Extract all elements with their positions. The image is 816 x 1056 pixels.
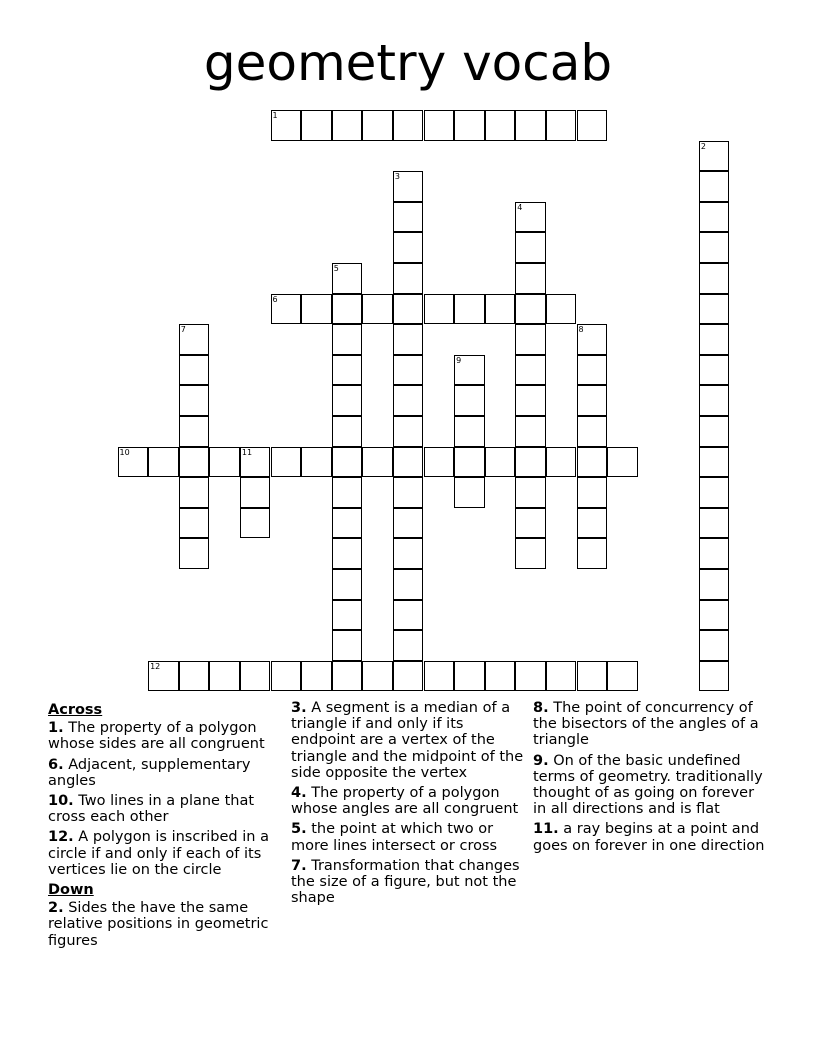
grid-cell[interactable] xyxy=(577,508,608,539)
grid-cell[interactable] xyxy=(118,447,149,478)
grid-cell[interactable] xyxy=(362,294,393,325)
grid-cell[interactable] xyxy=(515,355,546,386)
grid-cell[interactable] xyxy=(454,110,485,141)
grid-cell[interactable] xyxy=(454,477,485,508)
grid-cell[interactable] xyxy=(607,447,638,478)
grid-cell[interactable] xyxy=(454,355,485,386)
grid-cell[interactable] xyxy=(699,661,730,692)
grid-cell[interactable] xyxy=(179,447,210,478)
grid-cell[interactable] xyxy=(577,355,608,386)
grid-cell[interactable] xyxy=(515,110,546,141)
grid-cell[interactable] xyxy=(515,385,546,416)
grid-cell[interactable] xyxy=(699,447,730,478)
grid-cell[interactable] xyxy=(240,508,271,539)
grid-cell[interactable] xyxy=(271,110,302,141)
clue-down-5: 5. the point at which two or more lines intersect or cross xyxy=(291,821,498,854)
grid-cell[interactable] xyxy=(179,416,210,447)
grid-cell[interactable] xyxy=(179,477,210,508)
grid-cell[interactable] xyxy=(362,661,393,692)
grid-cell[interactable] xyxy=(485,447,516,478)
grid-cell[interactable] xyxy=(393,661,424,692)
grid-cell[interactable] xyxy=(424,661,455,692)
grid-cell[interactable] xyxy=(362,110,393,141)
grid-cell[interactable] xyxy=(515,202,546,233)
grid-cell[interactable] xyxy=(699,569,730,600)
grid-cell[interactable] xyxy=(454,385,485,416)
clue-column-2 xyxy=(291,700,529,910)
grid-cell[interactable] xyxy=(485,110,516,141)
grid-cell[interactable] xyxy=(393,324,424,355)
grid-cell[interactable] xyxy=(699,477,730,508)
grid-cell[interactable] xyxy=(515,324,546,355)
grid-cell[interactable] xyxy=(515,538,546,569)
grid-cell[interactable] xyxy=(332,263,363,294)
down-heading: Down xyxy=(48,882,94,899)
grid-cell[interactable] xyxy=(393,355,424,386)
grid-cell[interactable] xyxy=(454,416,485,447)
clue-across-6: 6. Adjacent, supplementary angles xyxy=(48,756,251,789)
grid-cell[interactable] xyxy=(179,538,210,569)
grid-cell[interactable] xyxy=(485,294,516,325)
grid-cell[interactable] xyxy=(699,171,730,202)
grid-cell[interactable] xyxy=(332,110,363,141)
grid-cell[interactable] xyxy=(577,110,608,141)
grid-cell[interactable] xyxy=(515,232,546,263)
grid-cell[interactable] xyxy=(699,385,730,416)
grid-cell[interactable] xyxy=(332,294,363,325)
grid-cell[interactable] xyxy=(577,324,608,355)
grid-cell[interactable] xyxy=(607,661,638,692)
grid-cell[interactable] xyxy=(699,324,730,355)
grid-cell[interactable] xyxy=(393,202,424,233)
grid-cell[interactable] xyxy=(393,447,424,478)
clue-column-3 xyxy=(533,700,765,858)
grid-cell[interactable] xyxy=(271,661,302,692)
grid-cell[interactable] xyxy=(699,141,730,172)
grid-cell[interactable] xyxy=(301,447,332,478)
grid-cell[interactable] xyxy=(393,416,424,447)
grid-cell[interactable] xyxy=(179,385,210,416)
grid-cell[interactable] xyxy=(393,600,424,631)
grid-cell[interactable] xyxy=(393,171,424,202)
grid-cell[interactable] xyxy=(515,263,546,294)
grid-cell[interactable] xyxy=(699,538,730,569)
grid-cell[interactable] xyxy=(209,661,240,692)
grid-cell[interactable] xyxy=(301,294,332,325)
grid-cell[interactable] xyxy=(515,416,546,447)
grid-cell[interactable] xyxy=(454,447,485,478)
grid-cell[interactable] xyxy=(393,110,424,141)
grid-cell[interactable] xyxy=(393,569,424,600)
grid-cell[interactable] xyxy=(332,630,363,661)
clue-number: 8 xyxy=(578,325,584,335)
grid-cell[interactable] xyxy=(577,538,608,569)
clue-number: 12 xyxy=(150,661,161,671)
clue-across-1: 1. The property of a polygon whose sides are all congruent xyxy=(48,720,265,753)
clue-down-11: 11. a ray begins at a point and goes on forever in one direction xyxy=(533,821,765,854)
grid-cell[interactable] xyxy=(546,661,577,692)
grid-cell[interactable] xyxy=(699,263,730,294)
grid-cell[interactable] xyxy=(240,661,271,692)
grid-cell[interactable] xyxy=(699,600,730,631)
grid-cell[interactable] xyxy=(699,232,730,263)
grid-cell[interactable] xyxy=(148,447,179,478)
clue-number: 2 xyxy=(700,141,706,151)
grid-cell[interactable] xyxy=(393,385,424,416)
grid-cell[interactable] xyxy=(424,447,455,478)
grid-cell[interactable] xyxy=(515,447,546,478)
grid-cell[interactable] xyxy=(393,508,424,539)
grid-cell[interactable] xyxy=(577,385,608,416)
clue-number: 9 xyxy=(456,355,462,365)
grid-cell[interactable] xyxy=(577,477,608,508)
grid-cell[interactable] xyxy=(515,477,546,508)
grid-cell[interactable] xyxy=(332,661,363,692)
clue-across-10: 10. Two lines in a plane that cross each other xyxy=(48,793,255,826)
clue-column-1 xyxy=(48,700,280,953)
clue-number: 5 xyxy=(333,264,339,273)
grid-cell[interactable] xyxy=(332,447,363,478)
grid-cell[interactable] xyxy=(148,661,179,692)
grid-cell[interactable] xyxy=(179,661,210,692)
grid-cell[interactable] xyxy=(546,447,577,478)
across-heading: Across xyxy=(48,702,103,718)
grid-cell[interactable] xyxy=(332,355,363,386)
grid-cell[interactable] xyxy=(699,508,730,539)
grid-cell[interactable] xyxy=(240,447,271,478)
grid-cell[interactable] xyxy=(393,294,424,325)
grid-cell[interactable] xyxy=(271,447,302,478)
clue-down-3: 3. A segment is a median of a triangle if and only if its endpoint are a vertex of the triangle and the midpoint of the side opposite the vertex xyxy=(291,700,524,781)
grid-cell[interactable] xyxy=(454,661,485,692)
grid-cell[interactable] xyxy=(332,477,363,508)
grid-cell[interactable] xyxy=(332,569,363,600)
grid-cell[interactable] xyxy=(332,416,363,447)
grid-cell[interactable] xyxy=(393,538,424,569)
grid-cell[interactable] xyxy=(454,294,485,325)
clue-number: 1 xyxy=(272,111,278,120)
grid-cell[interactable] xyxy=(577,447,608,478)
grid-cell[interactable] xyxy=(209,447,240,478)
grid-cell[interactable] xyxy=(332,324,363,355)
grid-cell[interactable] xyxy=(699,202,730,233)
grid-cell[interactable] xyxy=(577,661,608,692)
grid-cell[interactable] xyxy=(179,508,210,539)
grid-cell[interactable] xyxy=(699,355,730,386)
clue-number: 10 xyxy=(119,447,130,457)
grid-cell[interactable] xyxy=(699,294,730,325)
clue-across-12: 12. A polygon is inscribed in a circle if and only if each of its vertices lie on the circle xyxy=(48,829,269,878)
clue-down-9: 9. On of the basic undefined terms of geometry. traditionally thought of as going on forever in all directions and is flat xyxy=(533,752,763,818)
grid-cell[interactable] xyxy=(362,447,393,478)
grid-cell[interactable] xyxy=(301,110,332,141)
clue-number: 3 xyxy=(394,172,400,182)
grid-cell[interactable] xyxy=(301,661,332,692)
clue-number: 7 xyxy=(180,325,186,335)
clue-down-7: 7. Transformation that changes the size of a figure, but not the shape xyxy=(291,857,520,907)
grid-cell[interactable] xyxy=(240,477,271,508)
grid-cell[interactable] xyxy=(515,508,546,539)
grid-cell[interactable] xyxy=(393,232,424,263)
grid-cell[interactable] xyxy=(179,324,210,355)
clue-number: 11 xyxy=(241,447,253,457)
grid-cell[interactable] xyxy=(332,385,363,416)
clue-down-8: 8. The point of concurrency of the bisectors of the angles of a triangle xyxy=(533,700,759,749)
clue-number: 6 xyxy=(272,294,278,304)
grid-cell[interactable] xyxy=(577,416,608,447)
grid-cell[interactable] xyxy=(546,110,577,141)
clue-number: 4 xyxy=(517,202,523,212)
grid-cell[interactable] xyxy=(332,600,363,631)
grid-cell[interactable] xyxy=(515,294,546,325)
clue-down-2: 2. Sides the have the same relative positions in geometric figures xyxy=(48,900,269,949)
grid-cell[interactable] xyxy=(515,661,546,692)
grid-cell[interactable] xyxy=(699,630,730,661)
grid-cell[interactable] xyxy=(424,110,455,141)
grid-cell[interactable] xyxy=(179,355,210,386)
grid-cell[interactable] xyxy=(393,263,424,294)
clue-down-4: 4. The property of a polygon whose angles are all congruent xyxy=(291,785,519,818)
grid-cell[interactable] xyxy=(546,294,577,325)
grid-cell[interactable] xyxy=(332,538,363,569)
grid-cell[interactable] xyxy=(393,630,424,661)
grid-cell[interactable] xyxy=(424,294,455,325)
grid-cell[interactable] xyxy=(699,416,730,447)
grid-cell[interactable] xyxy=(332,508,363,539)
puzzle-title: geometry vocab xyxy=(203,34,613,92)
grid-cell[interactable] xyxy=(485,661,516,692)
grid-cell[interactable] xyxy=(271,294,302,325)
grid-cell[interactable] xyxy=(393,477,424,508)
